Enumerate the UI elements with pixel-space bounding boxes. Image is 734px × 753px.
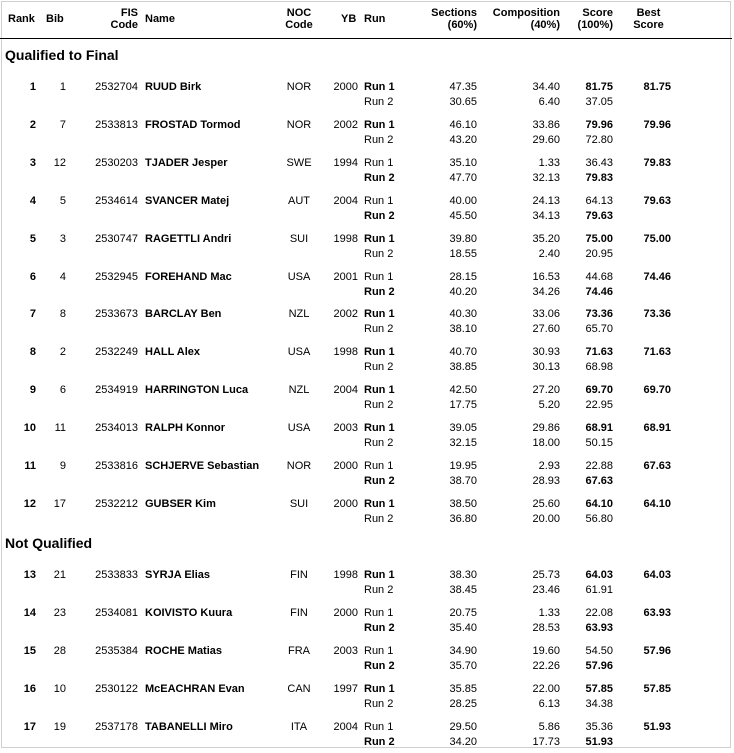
sections-score: 47.70 [449, 172, 477, 184]
sections-score: 18.55 [449, 248, 477, 260]
athlete-name: TJADER Jesper [145, 157, 228, 169]
bib-cell: 1 [59, 81, 66, 93]
rank-cell: 6 [29, 271, 36, 283]
birth-year-cell: 2001 [333, 271, 358, 283]
composition-score: 27.20 [532, 384, 560, 396]
composition-score: 6.13 [538, 698, 560, 710]
run-total-score: 69.70 [585, 384, 613, 396]
run-total-score: 74.46 [585, 286, 613, 298]
athlete-row [0, 569, 734, 601]
bib-cell: 12 [53, 157, 66, 169]
best-score-cell: 51.93 [643, 721, 671, 733]
run-label: Run 2 [364, 736, 395, 748]
composition-score: 16.53 [532, 271, 560, 283]
best-score-cell: 75.00 [643, 233, 671, 245]
sections-score: 38.10 [449, 323, 477, 335]
athlete-row [0, 645, 734, 677]
birth-year-cell: 2003 [333, 645, 358, 657]
run-label: Run 2 [364, 698, 394, 710]
run-label: Run 1 [364, 81, 395, 93]
bib-cell: 5 [59, 195, 66, 207]
composition-score: 1.33 [538, 607, 560, 619]
fis-code-cell: 2534614 [95, 195, 138, 207]
composition-score: 34.13 [532, 210, 560, 222]
header-rank: Rank [8, 13, 35, 25]
noc-code-cell: USA [287, 271, 311, 283]
sections-score: 35.85 [449, 683, 477, 695]
noc-code-cell: SWE [286, 157, 312, 169]
best-score-cell: 68.91 [643, 422, 671, 434]
athlete-row [0, 157, 734, 189]
header-score-line2: (100%) [577, 19, 613, 31]
header-score-line1: Score [582, 7, 613, 19]
sections-score: 46.10 [449, 119, 477, 131]
run-total-score: 20.95 [585, 248, 613, 260]
run-total-score: 51.93 [585, 736, 613, 748]
fis-code-cell: 2530122 [95, 683, 138, 695]
birth-year-cell: 1997 [333, 683, 358, 695]
run-total-score: 71.63 [585, 346, 613, 358]
sections-score: 40.70 [449, 346, 477, 358]
run-total-score: 68.91 [585, 422, 613, 434]
composition-score: 34.40 [532, 81, 560, 93]
run-label: Run 1 [364, 119, 395, 131]
rank-cell: 8 [29, 346, 36, 358]
athlete-row [0, 119, 734, 151]
composition-score: 33.86 [532, 119, 560, 131]
athlete-row [0, 308, 734, 340]
sections-score: 29.50 [449, 721, 477, 733]
run-total-score: 44.68 [585, 271, 613, 283]
bib-cell: 23 [53, 607, 66, 619]
sections-score: 30.65 [449, 96, 477, 108]
composition-score: 19.60 [532, 645, 560, 657]
sections-score: 20.75 [449, 607, 477, 619]
sections-score: 45.50 [449, 210, 477, 222]
sections-score: 36.80 [449, 513, 477, 525]
sections-score: 34.90 [449, 645, 477, 657]
athlete-name: FROSTAD Tormod [145, 119, 241, 131]
composition-score: 25.60 [532, 498, 560, 510]
run-total-score: 79.63 [585, 210, 613, 222]
header-best-line1: Best [636, 7, 661, 19]
composition-score: 18.00 [532, 437, 560, 449]
noc-code-cell: NZL [288, 308, 310, 320]
birth-year-cell: 2000 [333, 498, 358, 510]
run-label: Run 1 [364, 683, 395, 695]
composition-score: 29.60 [532, 134, 560, 146]
bib-cell: 4 [59, 271, 66, 283]
athlete-row [0, 607, 734, 639]
athlete-row [0, 460, 734, 492]
bib-cell: 11 [54, 422, 66, 434]
composition-score: 6.40 [538, 96, 560, 108]
best-score-cell: 67.63 [643, 460, 671, 472]
run-label: Run 1 [364, 422, 395, 434]
run-label: Run 1 [364, 607, 394, 619]
sections-score: 34.20 [449, 736, 477, 748]
sections-score: 32.15 [449, 437, 477, 449]
rank-cell: 7 [29, 308, 36, 320]
fis-code-cell: 2533816 [95, 460, 138, 472]
bib-cell: 21 [53, 569, 66, 581]
run-label: Run 2 [364, 622, 395, 634]
composition-score: 1.33 [538, 157, 560, 169]
header-fis-line1: FIS [120, 7, 138, 19]
composition-score: 5.20 [538, 399, 560, 411]
best-score-cell: 79.83 [643, 157, 671, 169]
fis-code-cell: 2534919 [95, 384, 138, 396]
noc-code-cell: USA [287, 346, 311, 358]
birth-year-cell: 2002 [333, 119, 358, 131]
best-score-cell: 64.03 [643, 569, 671, 581]
sections-score: 19.95 [449, 460, 477, 472]
run-total-score: 56.80 [585, 513, 613, 525]
composition-score: 29.86 [532, 422, 560, 434]
fis-code-cell: 2535384 [95, 645, 138, 657]
run-total-score: 54.50 [585, 645, 613, 657]
sections-score: 47.35 [449, 81, 477, 93]
run-label: Run 2 [364, 437, 394, 449]
run-label: Run 1 [364, 157, 394, 169]
sections-score: 43.20 [449, 134, 477, 146]
composition-score: 30.93 [532, 346, 560, 358]
fis-code-cell: 2533673 [95, 308, 138, 320]
rank-cell: 14 [23, 607, 36, 619]
run-total-score: 50.15 [585, 437, 613, 449]
bib-cell: 19 [53, 721, 66, 733]
header-fis-line2: Code [110, 19, 138, 31]
composition-score: 22.26 [532, 660, 560, 672]
composition-score: 32.13 [532, 172, 560, 184]
athlete-row [0, 271, 734, 303]
birth-year-cell: 2004 [333, 384, 358, 396]
fis-code-cell: 2532704 [95, 81, 138, 93]
best-score-cell: 81.75 [643, 81, 671, 93]
sections-score: 40.00 [449, 195, 477, 207]
run-total-score: 64.03 [585, 569, 613, 581]
bib-cell: 17 [53, 498, 66, 510]
athlete-name: McEACHRAN Evan [145, 683, 245, 695]
run-total-score: 22.95 [585, 399, 613, 411]
bib-cell: 8 [59, 308, 66, 320]
run-total-score: 37.05 [585, 96, 613, 108]
header-divider [0, 38, 732, 39]
run-label: Run 1 [364, 233, 395, 245]
sections-score: 39.80 [449, 233, 477, 245]
noc-code-cell: NOR [286, 81, 312, 93]
header-noc-line1: NOC [286, 7, 312, 19]
header-name: Name [145, 13, 175, 25]
header-sections-line2: (60%) [447, 19, 477, 31]
best-score-cell: 69.70 [643, 384, 671, 396]
athlete-name: FOREHAND Mac [145, 271, 232, 283]
athlete-row [0, 422, 734, 454]
athlete-name: RALPH Konnor [145, 422, 226, 434]
run-label: Run 1 [364, 308, 395, 320]
rank-cell: 9 [29, 384, 36, 396]
noc-code-cell: FIN [290, 569, 308, 581]
athlete-name: RUUD Birk [145, 81, 202, 93]
run-label: Run 2 [364, 323, 394, 335]
run-label: Run 2 [364, 210, 395, 222]
run-label: Run 1 [364, 346, 395, 358]
composition-score: 17.73 [532, 736, 560, 748]
noc-code-cell: SUI [289, 233, 309, 245]
sections-score: 38.85 [449, 361, 477, 373]
run-total-score: 73.36 [585, 308, 613, 320]
athlete-name: ROCHE Matias [145, 645, 223, 657]
athlete-row [0, 384, 734, 416]
rank-cell: 17 [23, 721, 36, 733]
birth-year-cell: 2000 [333, 81, 358, 93]
run-label: Run 1 [364, 195, 394, 207]
rank-cell: 4 [29, 195, 36, 207]
run-total-score: 72.80 [585, 134, 613, 146]
athlete-name: SCHJERVE Sebastian [145, 460, 260, 472]
sections-score: 42.50 [449, 384, 477, 396]
noc-code-cell: NZL [288, 384, 310, 396]
best-score-cell: 57.85 [643, 683, 671, 695]
best-score-cell: 71.63 [643, 346, 671, 358]
sections-score: 38.45 [449, 584, 477, 596]
athlete-name: KOIVISTO Kuura [145, 607, 233, 619]
header-best-line2: Score [633, 19, 664, 31]
sections-score: 38.70 [449, 475, 477, 487]
header-composition-line1: Composition [492, 7, 560, 19]
run-total-score: 81.75 [585, 81, 613, 93]
composition-score: 28.53 [532, 622, 560, 634]
rank-cell: 3 [29, 157, 36, 169]
run-label: Run 1 [364, 721, 394, 733]
noc-code-cell: FIN [290, 607, 308, 619]
noc-code-cell: CAN [287, 683, 311, 695]
composition-score: 5.86 [538, 721, 560, 733]
best-score-cell: 64.10 [643, 498, 671, 510]
rank-cell: 1 [29, 81, 36, 93]
birth-year-cell: 2000 [333, 460, 358, 472]
bib-cell: 6 [59, 384, 66, 396]
run-label: Run 2 [364, 475, 395, 487]
fis-code-cell: 2537178 [95, 721, 138, 733]
sections-score: 28.15 [449, 271, 477, 283]
run-label: Run 2 [364, 361, 394, 373]
athlete-row [0, 195, 734, 227]
composition-score: 20.00 [532, 513, 560, 525]
rank-cell: 12 [23, 498, 36, 510]
bib-cell: 10 [53, 683, 66, 695]
noc-code-cell: AUT [288, 195, 310, 207]
sections-score: 17.75 [449, 399, 477, 411]
run-total-score: 79.96 [585, 119, 613, 131]
fis-code-cell: 2530203 [95, 157, 138, 169]
rank-cell: 15 [23, 645, 36, 657]
athlete-row [0, 81, 734, 113]
header-run: Run [364, 13, 386, 25]
composition-score: 30.13 [532, 361, 560, 373]
birth-year-cell: 2004 [333, 721, 358, 733]
bib-cell: 9 [59, 460, 66, 472]
sections-score: 35.70 [449, 660, 477, 672]
athlete-name: SYRJA Elias [145, 569, 211, 581]
athlete-row [0, 346, 734, 378]
composition-score: 23.46 [532, 584, 560, 596]
header-noc-line2: Code [285, 19, 313, 31]
composition-score: 27.60 [532, 323, 560, 335]
rank-cell: 2 [29, 119, 36, 131]
athlete-row [0, 233, 734, 265]
noc-code-cell: NOR [286, 119, 312, 131]
sections-score: 35.10 [449, 157, 477, 169]
run-total-score: 35.36 [585, 721, 613, 733]
athlete-name: HARRINGTON Luca [145, 384, 249, 396]
athlete-row [0, 498, 734, 530]
run-label: Run 1 [364, 384, 395, 396]
noc-code-cell: FRA [288, 645, 310, 657]
noc-code-cell: ITA [290, 721, 308, 733]
sections-score: 38.50 [449, 498, 477, 510]
run-total-score: 61.91 [585, 584, 613, 596]
run-label: Run 2 [364, 399, 394, 411]
sections-score: 40.20 [449, 286, 477, 298]
athlete-name: RAGETTLI Andri [145, 233, 232, 245]
composition-score: 22.00 [532, 683, 560, 695]
header-sections-line1: Sections [431, 7, 477, 19]
run-label: Run 2 [364, 584, 394, 596]
birth-year-cell: 2000 [333, 607, 358, 619]
athlete-name: TABANELLI Miro [145, 721, 233, 733]
rank-cell: 5 [29, 233, 36, 245]
run-total-score: 57.96 [585, 660, 613, 672]
run-total-score: 64.10 [585, 498, 613, 510]
sections-score: 39.05 [449, 422, 477, 434]
athlete-name: BARCLAY Ben [145, 308, 222, 320]
best-score-cell: 79.63 [643, 195, 671, 207]
bib-cell: 2 [59, 346, 66, 358]
composition-score: 34.26 [532, 286, 560, 298]
noc-code-cell: SUI [289, 498, 309, 510]
birth-year-cell: 2004 [333, 195, 358, 207]
best-score-cell: 57.96 [643, 645, 671, 657]
run-label: Run 2 [364, 248, 394, 260]
run-total-score: 36.43 [585, 157, 613, 169]
birth-year-cell: 1998 [333, 569, 358, 581]
table-header [0, 0, 734, 40]
composition-score: 35.20 [532, 233, 560, 245]
fis-code-cell: 2533833 [95, 569, 138, 581]
birth-year-cell: 1998 [333, 346, 358, 358]
run-total-score: 63.93 [585, 622, 613, 634]
sections-score: 28.25 [449, 698, 477, 710]
sections-score: 40.30 [449, 308, 477, 320]
fis-code-cell: 2534013 [95, 422, 138, 434]
rank-cell: 16 [23, 683, 36, 695]
sections-score: 38.30 [449, 569, 477, 581]
fis-code-cell: 2532945 [95, 271, 138, 283]
run-label: Run 2 [364, 134, 394, 146]
best-score-cell: 63.93 [643, 607, 671, 619]
run-total-score: 68.98 [585, 361, 613, 373]
birth-year-cell: 1998 [333, 233, 358, 245]
run-total-score: 22.88 [585, 460, 613, 472]
birth-year-cell: 2002 [333, 308, 358, 320]
best-score-cell: 74.46 [643, 271, 671, 283]
rank-cell: 11 [24, 460, 36, 472]
run-label: Run 1 [364, 645, 394, 657]
best-score-cell: 79.96 [643, 119, 671, 131]
run-total-score: 34.38 [585, 698, 613, 710]
rank-cell: 10 [23, 422, 36, 434]
noc-code-cell: NOR [286, 460, 312, 472]
noc-code-cell: USA [287, 422, 311, 434]
bib-cell: 7 [59, 119, 66, 131]
run-label: Run 2 [364, 172, 395, 184]
run-label: Run 1 [364, 460, 394, 472]
composition-score: 2.93 [538, 460, 560, 472]
athlete-name: SVANCER Matej [145, 195, 230, 207]
athlete-name: HALL Alex [145, 346, 201, 358]
group-title: Qualified to Final [5, 47, 119, 63]
composition-score: 28.93 [532, 475, 560, 487]
bib-cell: 28 [53, 645, 66, 657]
run-label: Run 2 [364, 660, 395, 672]
bib-cell: 3 [59, 233, 66, 245]
run-total-score: 22.08 [585, 607, 613, 619]
fis-code-cell: 2534081 [95, 607, 138, 619]
run-total-score: 79.83 [585, 172, 613, 184]
athlete-name: GUBSER Kim [145, 498, 216, 510]
sections-score: 35.40 [449, 622, 477, 634]
fis-code-cell: 2532249 [95, 346, 138, 358]
run-label: Run 2 [364, 513, 394, 525]
run-total-score: 57.85 [585, 683, 613, 695]
composition-score: 2.40 [538, 248, 560, 260]
athlete-row [0, 721, 734, 753]
header-yb: YB [341, 13, 357, 25]
header-composition-line2: (40%) [530, 19, 560, 31]
run-total-score: 65.70 [585, 323, 613, 335]
fis-code-cell: 2530747 [95, 233, 138, 245]
composition-score: 33.06 [532, 308, 560, 320]
run-label: Run 1 [364, 271, 394, 283]
fis-code-cell: 2533813 [95, 119, 138, 131]
run-label: Run 1 [364, 569, 395, 581]
run-label: Run 2 [364, 96, 394, 108]
run-total-score: 64.13 [585, 195, 613, 207]
run-total-score: 75.00 [585, 233, 613, 245]
run-label: Run 1 [364, 498, 395, 510]
best-score-cell: 73.36 [643, 308, 671, 320]
run-total-score: 67.63 [585, 475, 613, 487]
birth-year-cell: 2003 [333, 422, 358, 434]
run-label: Run 2 [364, 286, 395, 298]
birth-year-cell: 1994 [333, 157, 358, 169]
rank-cell: 13 [23, 569, 36, 581]
composition-score: 25.73 [532, 569, 560, 581]
group-title: Not Qualified [5, 535, 93, 551]
header-bib: Bib [46, 13, 64, 25]
composition-score: 24.13 [532, 195, 560, 207]
fis-code-cell: 2532212 [95, 498, 138, 510]
athlete-row [0, 683, 734, 715]
